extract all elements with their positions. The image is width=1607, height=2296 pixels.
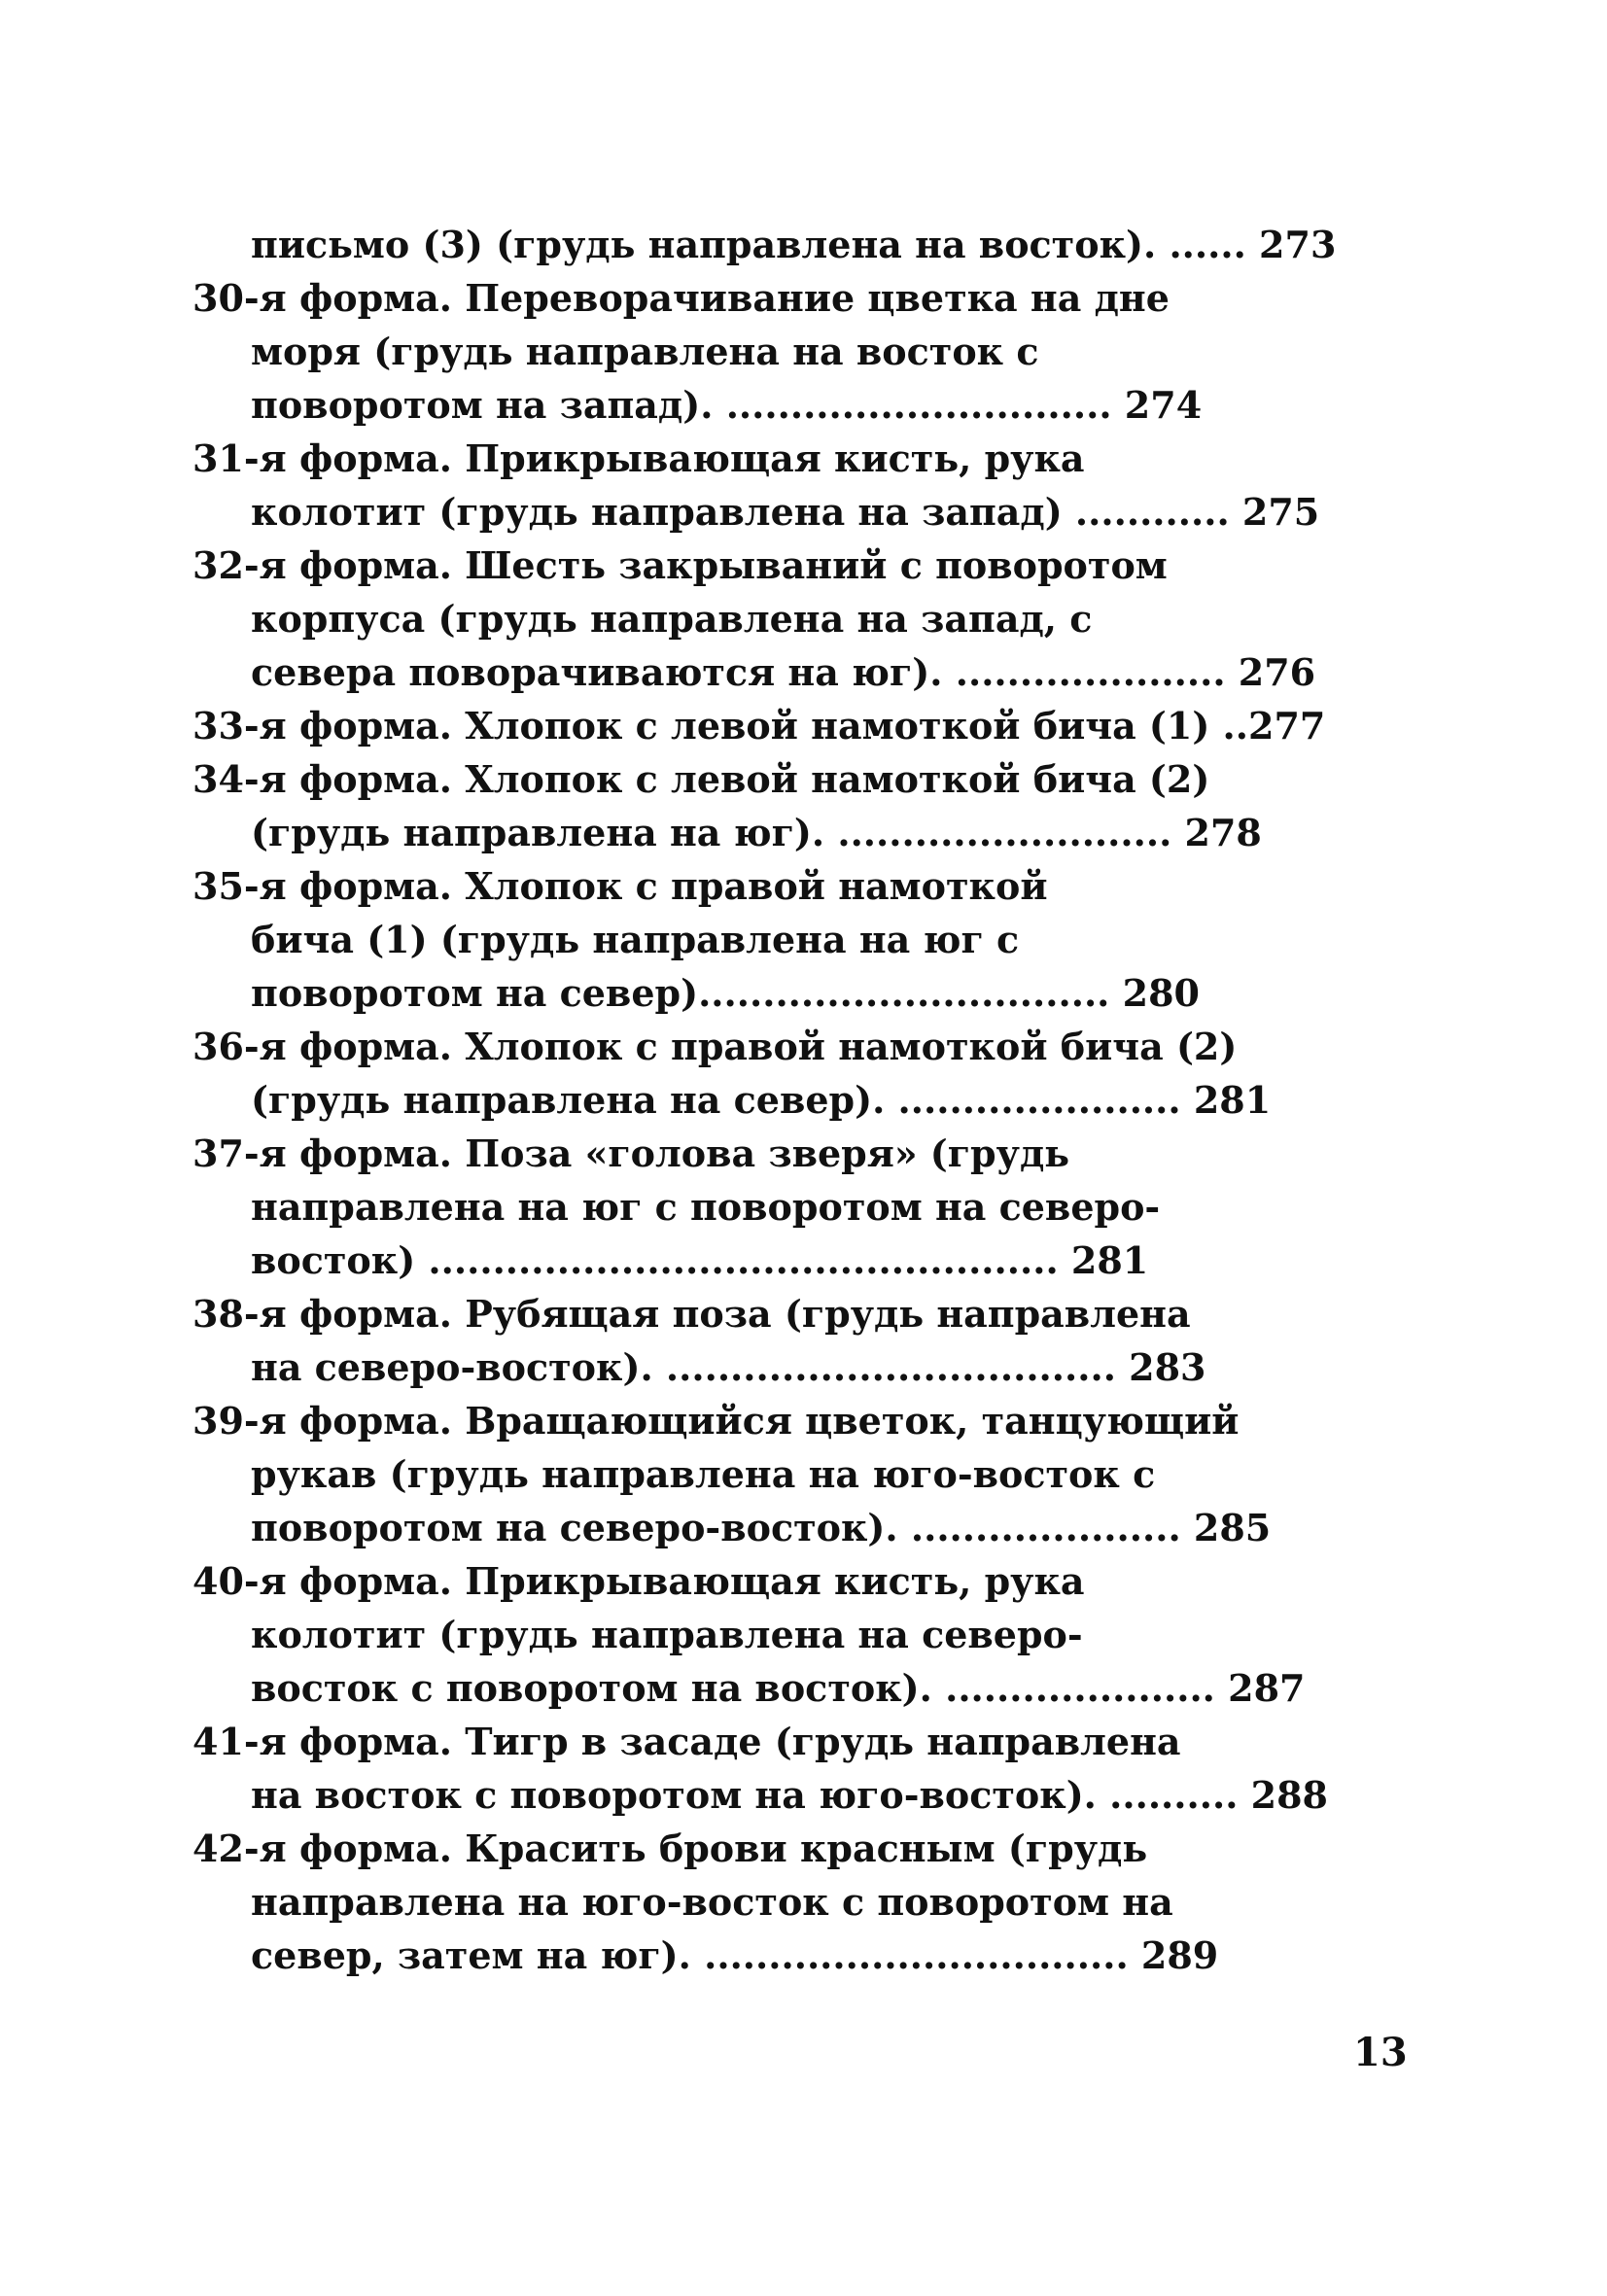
toc-line: поворотом на запад). .............................. 274	[251, 383, 1203, 427]
toc-line: 33-я форма. Хлопок с левой намоткой бича (1) ..277	[192, 704, 1326, 748]
toc-line: направлена на юго-восток с поворотом на	[251, 1880, 1173, 1924]
toc-line: восток с поворотом на восток). ..................... 287	[251, 1666, 1306, 1710]
toc-line: бича (1) (грудь направлена на юг с	[251, 918, 1020, 961]
toc-line: на восток с поворотом на юго-восток). .......... 288	[251, 1773, 1328, 1817]
page-number: 13	[1353, 2030, 1408, 2075]
toc-line: (грудь направлена на юг). .......................... 278	[251, 811, 1262, 854]
toc-line: направлена на юг с поворотом на северо-	[251, 1185, 1161, 1229]
toc-line: 36-я форма. Хлопок с правой намоткой бича (2)	[192, 1025, 1238, 1068]
toc-line: 41-я форма. Тигр в засаде (грудь направлена	[192, 1720, 1181, 1763]
toc-line: 32-я форма. Шесть закрываний с поворотом	[192, 543, 1168, 587]
toc-line: восток) ................................................. 281	[251, 1238, 1149, 1282]
table-of-contents	[192, 218, 1398, 1982]
toc-line: 31-я форма. Прикрывающая кисть, рука	[192, 436, 1085, 480]
toc-line: 42-я форма. Красить брови красным (грудь	[192, 1826, 1148, 1870]
toc-line: 34-я форма. Хлопок с левой намоткой бича (2)	[192, 757, 1210, 801]
toc-line: севера поворачиваются на юг). ..................... 276	[251, 650, 1316, 694]
toc-line: 30-я форма. Переворачивание цветка на дне	[192, 276, 1170, 320]
toc-line: поворотом на северо-восток). ..................... 285	[251, 1506, 1272, 1549]
toc-line: 40-я форма. Прикрывающая кисть, рука	[192, 1559, 1085, 1603]
toc-line: рукав (грудь направлена на юго-восток с	[251, 1452, 1156, 1496]
toc-line: письмо (3) (грудь направлена на восток). ...... 273	[251, 223, 1337, 266]
toc-line: на северо-восток). ................................... 283	[251, 1345, 1206, 1389]
toc-line: 39-я форма. Вращающийся цветок, танцующий	[192, 1399, 1240, 1443]
toc-line: (грудь направлена на север). ...................... 281	[251, 1078, 1272, 1122]
toc-line: поворотом на север)................................ 280	[251, 971, 1200, 1015]
toc-line: колотит (грудь направлена на северо-	[251, 1613, 1083, 1656]
toc-line: 38-я форма. Рубящая поза (грудь направлена	[192, 1292, 1191, 1336]
toc-line: колотит (грудь направлена на запад) ............ 275	[251, 490, 1320, 534]
toc-line: моря (грудь направлена на восток с	[251, 330, 1039, 373]
toc-line: север, затем на юг). ................................. 289	[251, 1933, 1219, 1977]
toc-line: корпуса (грудь направлена на запад, с	[251, 597, 1093, 641]
toc-line: 37-я форма. Поза «голова зверя» (грудь	[192, 1131, 1070, 1175]
toc-line: 35-я форма. Хлопок с правой намоткой	[192, 864, 1048, 908]
